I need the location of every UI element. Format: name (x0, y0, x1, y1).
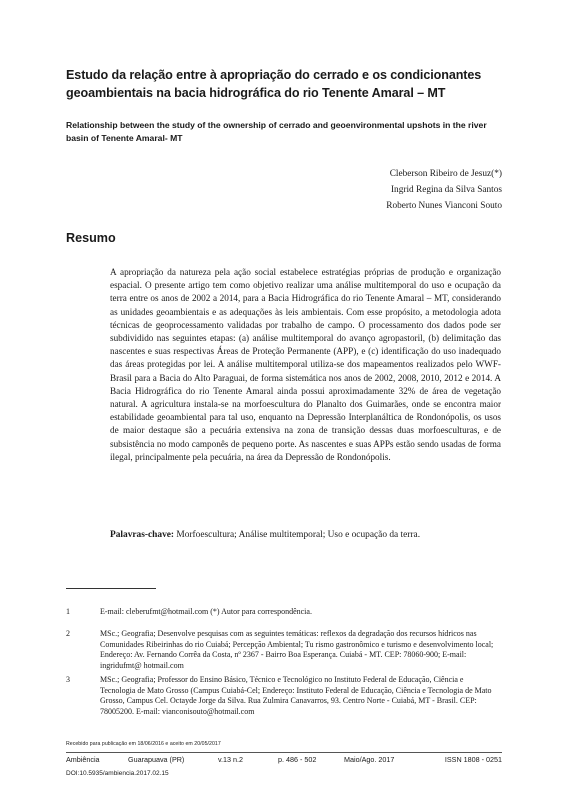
footnote-number: 3 (66, 675, 70, 684)
author-name: Roberto Nunes Vianconi Souto (386, 201, 502, 211)
author-name: Cleberson Ribeiro de Jesuz(*) (389, 169, 502, 179)
author-name: Ingrid Regina da Silva Santos (390, 185, 502, 195)
footnote-text: MSc.; Geografia; Desenvolve pesquisas com as seguintes temáticas: reflexos da degradação dos recursos hídricos nas Comunidades Ribeirinhas do rio Cuiabá; Percepção Ambiental; Tu rismo gastronômico e turismo e desenvolvimento local; Endereço: Av. Fernando Corrêa da Costa, nº 2367 - Bairro Boa Esperança. Cuiabá - MT. CEP: 78060-900; E-mail: ingridufmt@ hotmail.com (100, 629, 494, 670)
article-title: Estudo da relação entre à apropriação do cerrado e os condicionantes geoambientais na bacia hidrográfica do rio Tenente Amaral – MT (66, 68, 482, 100)
journal-place: Guarapuava (PR) (128, 755, 185, 764)
keywords (110, 529, 510, 542)
footnote-number: 1 (66, 607, 70, 616)
publication-date: Maio/Ago. 2017 (344, 755, 395, 764)
section-heading: Resumo (66, 231, 116, 245)
author-list (386, 166, 502, 214)
footnote-text: E-mail: cleberufmt@hotmail.com (*) Autor para correspondência. (100, 607, 312, 616)
journal-name: Ambiência (66, 755, 100, 764)
keywords-label: Palavras-chave: (110, 530, 175, 540)
footnote-number: 2 (66, 629, 70, 638)
footnote-divider (66, 588, 156, 589)
footer-divider (66, 752, 502, 753)
doi: DOI:10.5935/ambiencia.2017.02.15 (66, 770, 169, 777)
keywords-text: Morfoescultura; Análise multitemporal; Uso e ocupação da terra. (174, 530, 421, 540)
page-range: p. 486 - 502 (278, 755, 317, 764)
article-subtitle-english: Relationship between the study of the ownership of cerrado and geoenvironmental upshots in the river basin of Tenente Amaral- MT (66, 120, 487, 143)
volume-issue: v.13 n.2 (218, 755, 244, 764)
issn: ISSN 1808 - 0251 (444, 755, 502, 764)
received-date: Recebido para publicação em 18/06/2016 e aceito em 20/05/2017 (66, 741, 221, 747)
footnote-text: MSc.; Geografia; Professor do Ensino Básico, Técnico e Tecnológico no Instituto Federal de Educação, Ciência e Tecnologia de Mato Grosso (Campus Cuiabá-Cel; Endereço: Instituto Federal de Educação, Ciência e Tecnologia de Mato Grosso, Campus Cel. Octayde Jorge da Silva. Rua Zulmira Canavarros, 93. Centro Norte - Cuiabá, MT - Brasil. CEP: 78005200. E-mail: vianconisouto@hotmail.com (100, 675, 492, 716)
abstract-text: A apropriação da natureza pela ação social estabelece estratégias próprias de produção e organização espacial. O presente artigo tem como objetivo realizar uma análise multitemporal do uso e ocupação da terra entre os anos de 2002 a 2014, para a Bacia Hidrográfica do rio Tenente Amaral – MT, considerando as unidades geoambientais e as adequações às leis ambientais. Com esse propósito, a metodologia adota técnicas de geoprocessamento validadas por trabalho de campo. O processamento dos dados pode ser subdividido nas seguintes etapas: (a) análise multitemporal do avanço agropastoril, (b) delimitação das nascentes e suas respectivas Áreas de Proteção Permanente (APP), e (c) identificação do uso inadequado das áreas protegidas por lei. A análise multitemporal utiliza-se dos mapeamentos realizados pelo WWF-Brasil para a Bacia do Alto Paraguai, de forma sistemática nos anos de 2002, 2008, 2010, 2012 e 2014. A Bacia Hidrográfica do rio Tenente Amaral ainda possui aproximadamente 32% de área de vegetação natural. A agricultura instala-se na morfoescultura do Planalto dos Guimarães, onde se encontra maior estabilidade geoambiental para tal uso, enquanto na Depressão Interplanáltica de Rondonópolis, os usos de maior destaque são a pecuária extensiva na zona de transição dessas duas morfoesculturas, e de subsistência no modo camponês de pequeno porte. As nascentes e suas APPs estão sendo usadas de forma ilegal, principalmente pela pecuária, na área da Depressão de Rondonópolis. (110, 267, 501, 462)
